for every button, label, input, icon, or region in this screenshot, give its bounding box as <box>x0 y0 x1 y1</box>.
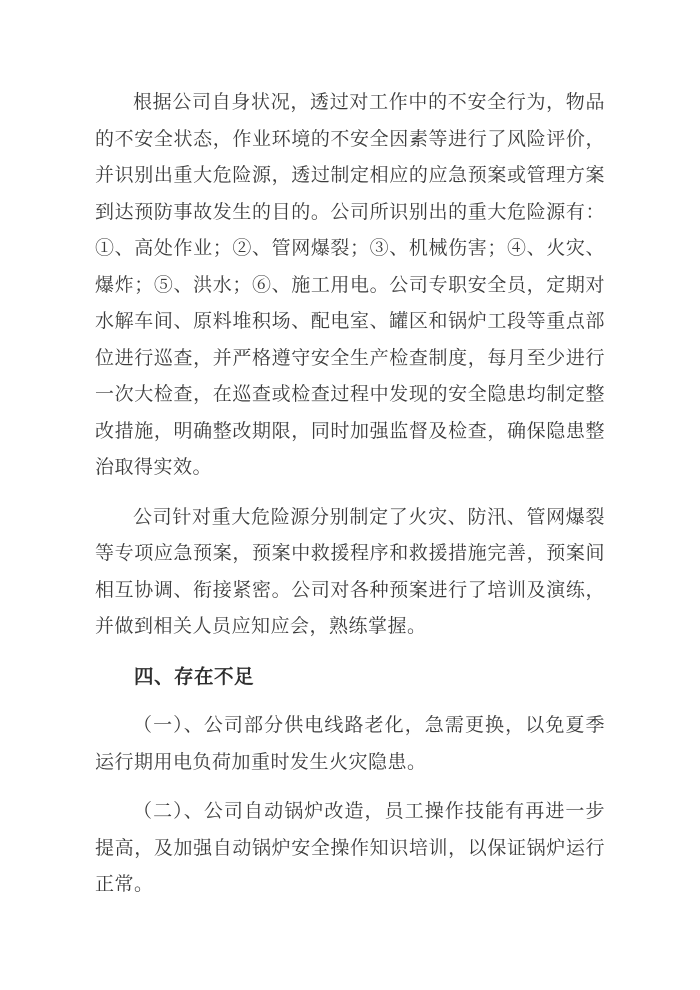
paragraph-shortcoming-2: （二）、公司自动锅炉改造，员工操作技能有再进一步提高，及加强自动锅炉安全操作知识培训，以保证锅炉运行正常。 <box>95 801 605 895</box>
paragraph-shortcoming-1: （一）、公司部分供电线路老化，急需更换，以免夏季运行期用电负荷加重时发生火灾隐患。 <box>95 715 605 773</box>
paragraph-emergency-plans: 公司针对重大危险源分别制定了火灾、防汛、管网爆裂等专项应急预案，预案中救援程序和救援措施完善，预案间相互协调、衔接紧密。公司对各种预案进行了培训及演练，并做到相关人员应知应会，熟练掌握。 <box>95 506 605 637</box>
paragraph-risk-assessment: 根据公司自身状况，透过对工作中的不安全行为，物品的不安全状态，作业环境的不安全因素等进行了风险评价，并识别出重大危险源，透过制定相应的应急预案或管理方案到达预防事故发生的目的。公司所识别出的重大危险源有：①、高处作业；②、管网爆裂；③、机械伤害；④、火灾、爆炸；⑤、洪水；⑥、施工用电。公司专职安全员，定期对水解车间、原料堆积场、配电室、罐区和锅炉工段等重点部位进行巡查，并严格遵守安全生产检查制度，每月至少进行一次大检查，在巡查或检查过程中发现的安全隐患均制定整改措施，明确整改期限，同时加强监督及检查，确保隐患整治取得实效。 <box>95 92 605 478</box>
section-heading-shortcomings: 四、存在不足 <box>134 665 255 688</box>
